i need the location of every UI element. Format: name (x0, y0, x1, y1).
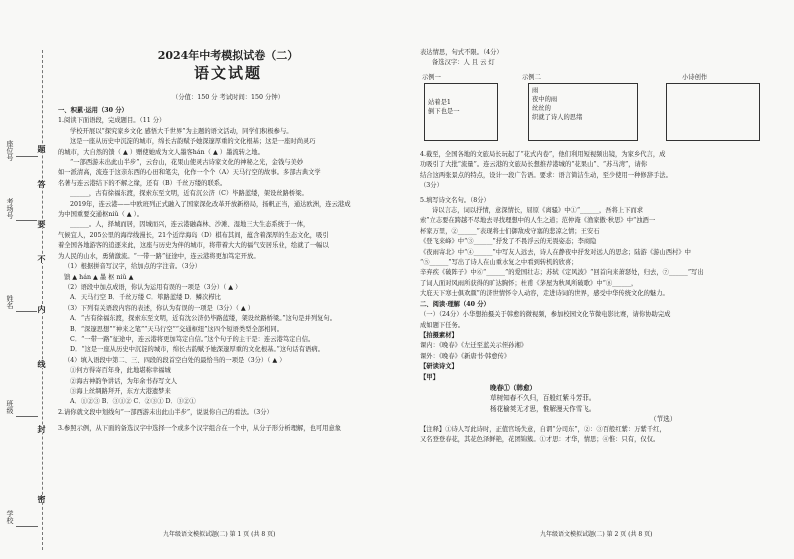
passage-line: ______，古有徐福东渡，探索东至文明，近有沉公济（C）毕路蓝缕，架设丝路桥梁。 (70, 190, 308, 198)
text-label: 【甲】 (420, 373, 439, 381)
seal-word: 线 (37, 360, 47, 368)
subquestion: （2）语段中加点成语，你认为运用有误的一项是（3分）（ ▲ ） (64, 283, 242, 291)
poem-line: 杨花榆荚无才思，惟解漫天作雪飞。 (490, 404, 596, 413)
example-box-1 (424, 83, 498, 141)
fill-blank-line[interactable]: 大庇天下寒士俱欢颜”的济世情怀令人动容，走进诗词的世界，感受中华传统文化的魅力。 (420, 290, 669, 298)
school-field[interactable] (16, 526, 38, 527)
exam-title: 2024年中考模拟试卷（二） (157, 49, 299, 62)
question-text: 3.参照示例，从下面的备选汉字中选择一个或多个汉字组合在一个中，从分子形分析理解，也可用意象 (58, 425, 342, 433)
exam-subtitle: 语文试题 (193, 64, 262, 82)
poem-writing-box[interactable] (666, 83, 760, 141)
option-item[interactable]: C．“一带一路”征途中，连云港将更加笃定自信。”这个句子的主干是：连云港笃定自信。 (70, 335, 315, 343)
school-label: 学校 (6, 510, 14, 524)
fill-blank-line[interactable]: 诗以言志，词以抒情，意深情长，屈原《离骚》中①“______，吾将上下而求 (432, 207, 644, 215)
option-item[interactable]: B．“深邃思想”“神来之笔”“天马行空”“交通枢纽”这四个短语类型全部相同。 (70, 325, 283, 333)
score-time-info: （分值：150 分 考试时间：150 分钟） (172, 94, 284, 101)
passage-line: 名著与连云港结下的不解之缘，还有（B）千丝万缕的联系。 (58, 179, 227, 187)
question-text: 成如题下任务。 (420, 321, 465, 329)
poem-line: 草树知春不久归，百般红紫斗芳菲。 (490, 394, 596, 403)
passage-line: 2019年，连云港——中欧班列正式融入了国家深化改革开放新格局，扬帆正当，通达欧洲，连云港成 (70, 200, 351, 208)
seal-word: 封 (37, 425, 47, 433)
right-body (420, 150, 780, 445)
right-top (420, 48, 780, 69)
class-label: 班级 (6, 400, 14, 414)
seal-word: 要 (37, 220, 47, 228)
exam-room-label: 考场号 (6, 198, 14, 219)
question-text: 功吸引了大批“流量”。连云港的文旅局长想推荐港城的“花果山”、“苏马湾”，请你 (420, 161, 648, 169)
seal-word: 密 (37, 495, 47, 503)
option-row[interactable]: A．①②③ B．③①② C．②③① D．③②① (70, 398, 196, 406)
passage-line: 这是一座从历史中沉淀的城市，绵长古韵赋予她深邃厚重的文化根基；这是一座时尚灵巧 (70, 138, 316, 146)
question-text: （3分） (420, 182, 443, 190)
poem-title: 晚春①（韩愈） (490, 383, 537, 392)
option-item[interactable]: A．“古有徐福东渡，探索东至文明，近有沈公济仍毕路蓝缕，架设丝路桥梁。”这句是并列复句。 (70, 315, 337, 323)
answer-blanks[interactable]: 馈 ▲ hán ▲ 墨 枢 niǔ ▲ (64, 273, 134, 281)
example-label: 示例一 (422, 74, 441, 81)
box-line: 雨 (532, 87, 539, 94)
fill-blank-line[interactable]: 杯家万里，②______”表现将士们御敌戍守塞的悲凉之情；王安石 (420, 227, 600, 235)
seal-word: 不 (37, 255, 47, 263)
sentence-item: ①何方得寄百年身，此地堪称幸福城 (70, 367, 171, 375)
sentence-item: ②海古神韵争讲话，为年余书春写文人 (70, 377, 178, 385)
seal-word: 内 (37, 305, 47, 313)
passage-line: 气候宜人，205公里的海岸线漫长，21个近岸海岛（D）棋布其间，蕴含着深厚的生态文化，吸引 (58, 231, 329, 239)
note-line: 又名登登春花，其花色泽鲜艳，花团锦簇。①才思：才华，情思；④惟：只有，仅仅。 (420, 435, 660, 443)
section-heading: 二、阅读·理解（40 分） (420, 300, 490, 308)
page-1 (58, 0, 398, 559)
seat-field[interactable] (16, 156, 38, 157)
name-label: 姓名 (6, 295, 14, 309)
example-label: 小诗创作 (682, 74, 708, 81)
box-line: 织就了诗人的思绪 (532, 114, 583, 121)
class-field[interactable] (16, 416, 38, 417)
passage-line: 为人民的山水，勇猜激流。“一带一路”征途中，连云港将更加笃定开放。 (58, 252, 260, 260)
passage-line: 为中国重要交通枢niǔ（ ▲ ）。 (58, 211, 144, 219)
question-text: 结合这两张景点的特点，设计一段广告语。要求：语言简洁生动，至少使用一种修辞手法。 (420, 171, 672, 179)
fill-blank-line[interactable]: 辛弃疾《破阵子》中⑥“______”的爱国壮志；苏轼《定风波》“回首向来萧瑟处，归去，⑦______”写出 (420, 269, 704, 277)
material-item: 课外：《晚春》《新唐书·韩愈传》 (420, 352, 511, 360)
question-text: 5.填写诗文名句。（8分） (420, 196, 490, 204)
note-line: 【注释】①诗人写此诗时，正值官场失意，自谓“分司东”，②：③百般红紫：万紫千红， (420, 425, 666, 433)
seal-line (42, 50, 43, 550)
section-heading: 一、积累·运用（30 分） (58, 107, 128, 114)
box-line: 丝丝的 (532, 105, 551, 112)
seat-label: 座位号 (6, 140, 14, 161)
subquestion: （3）下列有关语段内容的表述，你认为有误的一项是（3分）（ ▲ ） (64, 304, 255, 312)
passage-line: ______。人，择城而居，因城而兴，连云港融森林、沙滩、湿地三大生态系统于一体， (70, 221, 310, 229)
page-2 (420, 0, 780, 559)
fill-blank-line[interactable]: 了词人面对风雨所获得的旷达胸怀；杜甫《茅屋为秋风所破歌》中“⑧______， (420, 279, 638, 287)
question-text: （一）（24分）小华想拍摄关于韩愈的微视频，参加校园文化节微电影比赛，请你协助完成 (420, 311, 671, 319)
exam-room-field[interactable] (16, 220, 38, 221)
question-text: 2.请你就文段中划线句“一部西游未出此山半步”，说说你自己的看法。（3分） (58, 408, 273, 416)
passage-line: 的城市，大自然的馈（ ▲ ）赠使她成为文人墨客hán（ ▲ ）墨流转之地。 (58, 148, 264, 156)
sentence-item: ③海上丝绸路拜开，东方大港遗梦来 (70, 387, 171, 395)
subsection-heading: 【拍摄素材】 (420, 331, 458, 339)
subquestion: （1）根据拼音写汉字，给加点的字注音。（3分） (64, 263, 202, 271)
question-text: 1.阅读下面语段，完成题目。（11 分） (58, 117, 166, 125)
passage-line: 着全国各地游客的追逐来此，这座与历史为伴的城市，将带着大大的福气安居乐业，绘就了一幅以 (58, 242, 329, 250)
fill-blank-line[interactable]: 《夜雨寄北》中“④______”中写友人远去，诗人在静夜中抒发对远人的思念；陆游《游山西村》中 (420, 248, 691, 256)
passage-line: “一部西游未出此山半步”，云台山，花果山使灵古诗家文化的神秘之光，金钱与美妙 (70, 159, 304, 167)
option-row[interactable]: A．天马行空 B．千丝万缕 C．筚路蓝缕 D．鳞次栉比 (70, 294, 221, 302)
example-box-2 (528, 83, 638, 141)
box-line: 夜中的雨 (532, 96, 558, 103)
name-field[interactable] (16, 311, 38, 312)
candidate-chars: 备选汉字：人 且 云 灯 (432, 59, 495, 67)
box-line: 倒下也是一 (428, 108, 460, 115)
binding-strip (0, 40, 48, 559)
poem-source: （节选） (650, 415, 677, 424)
subquestion: （4）填入语段中第二、三、四段的段首空白处的最恰当的一项是（3分）（ ▲ ） (64, 356, 286, 364)
fill-blank-line[interactable]: 索”立志要在跨越不尽地去寻找理想中的人生之道；范仲淹《渔家傲·秋思》中“浊酒一 (420, 217, 656, 225)
passage-line: 学校开展以“探究家乡文化 感悟大千世界”为主题的语文活动，同学们积极参与。 (70, 127, 293, 135)
left-body (58, 106, 398, 435)
seal-word: 题 (37, 145, 47, 153)
material-item: 课内：《晚春》《左迁至蓝关示侄孙湘》 (420, 342, 528, 350)
option-item[interactable]: D．“这是一座从历史中沉淀的城市，绵长古韵赋予她深邃厚重的文化根基。”这句话有语病。 (70, 346, 324, 354)
question-text: 表达情思，句式不限。（4分） (420, 49, 503, 56)
fill-blank-line[interactable]: 《登飞来峰》中“③______”抒发了不畏浮云的无畏姿态；李商隐 (420, 238, 597, 246)
fill-blank-line[interactable]: “⑤______”写出了诗人在山重水复之中看到转机的欣喜； (420, 259, 578, 267)
seal-word: 答 (37, 180, 47, 188)
passage-line: 如一派清高，流连于这亲东西的心田和笔尖，化作一个个（A）天马行空的故事。多部古典文学 (58, 169, 321, 177)
subsection-heading: 【研读诗文】 (420, 363, 458, 371)
example-label: 示例二 (522, 74, 541, 81)
box-line: 站着是1 (428, 99, 451, 106)
page-footer: 九年级语文模拟试题(二) 第 1 页 (共 8 页) (163, 531, 276, 538)
page-footer: 九年级语文模拟试题(二) 第 2 页 (共 8 页) (540, 531, 653, 538)
question-text: 4.截至，全国各地的文旅局长玩起了“花式内卷”，他们利用短视频出镜，为家乡代言，成 (420, 151, 666, 158)
